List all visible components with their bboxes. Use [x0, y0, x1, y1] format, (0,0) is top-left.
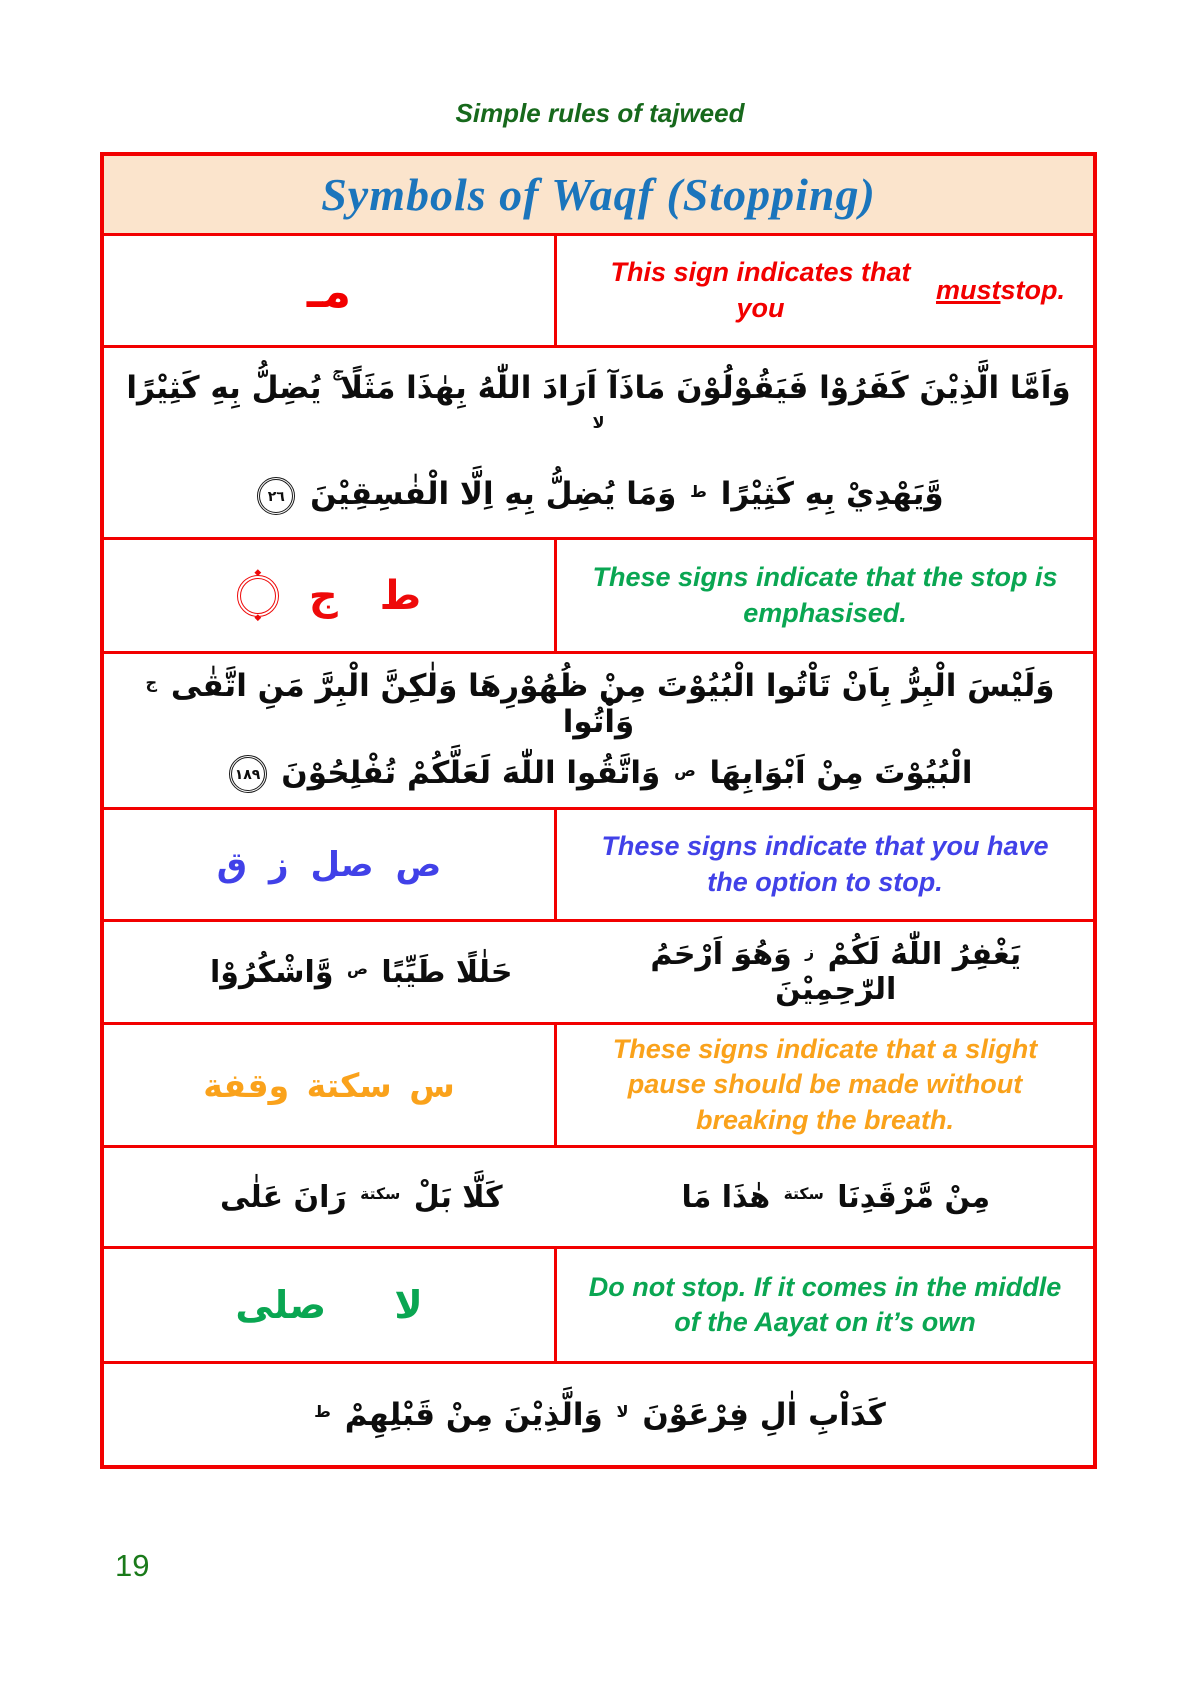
verse-row-2	[104, 654, 1093, 810]
verse-phrase-right: مِنْ مَّرْقَدِنَا $^{سكتة}$ هٰذَا مَا	[681, 1179, 991, 1215]
page-title: Simple rules of tajweed	[455, 98, 745, 128]
table-header-title: Symbols of Waqf (Stopping)	[321, 169, 876, 220]
verse-line: الْبُيُوْتَ مِنْ اَبْوَابِهَا $^ص$ وَاتَّقُوا اللّٰهَ لَعَلَّكُمْ تُفْلِحُوْنَ ١٨٩	[124, 755, 1073, 794]
rule-row-do-not-stop	[104, 1249, 1093, 1364]
rule-row-stop-emphasised	[104, 540, 1093, 654]
table-header	[104, 156, 1093, 236]
rule-description-stop-emphasised: These signs indicate that the stop is emphasised.	[592, 562, 1058, 628]
verse-phrase-left: كَلَّا بَلْ $^{سكتة}$ رَانَ عَلٰى	[219, 1179, 503, 1215]
ayah-ornament-icon	[237, 575, 279, 617]
verse-line: كَدَاْبِ اٰلِ فِرْعَوْنَ $^{لا}$ وَالَّذِيْنَ مِنْ قَبْلِهِمْ $^ط$	[314, 1396, 886, 1433]
rule-description-do-not-stop: Do not stop. If it comes in the middle of the Aayat on it’s own	[588, 1271, 1062, 1337]
waqf-symbols-do-not-stop: لا صلى	[104, 1249, 557, 1361]
verse-line: وَاَمَّا الَّذِيْنَ كَفَرُوْا فَيَقُوْلُوْنَ مَاذَآ اَرَادَ اللّٰهُ بِهٰذَا مَثَلًا ۚ يُضِلُّ بِهِ كَثِيْرًا $^{لا}$	[126, 370, 1071, 433]
rule-description-optional-stop: These signs indicate that you have the option to stop.	[601, 831, 1049, 897]
verse-line: وَلَيْسَ الْبِرُّ بِاَنْ تَاْتُوا الْبُيُوْتَ مِنْ ظُهُوْرِهَا وَلٰكِنَّ الْبِرَّ مَنِ اتَّقٰى $^ج$ وَاْتُوا	[145, 667, 1055, 740]
waqf-symbol-ta-jeem: ط ج	[308, 572, 422, 619]
rule-row-slight-pause	[104, 1025, 1093, 1148]
waqf-symbols-optional: ص صل ز ق	[104, 810, 557, 919]
page-number: 19	[115, 1548, 150, 1583]
verse-row-1	[104, 348, 1093, 540]
verse-row-3	[104, 922, 1093, 1025]
rule-row-must-stop	[104, 236, 1093, 348]
rule-row-optional-stop	[104, 810, 1093, 922]
waqf-symbols-slight-pause: س سكتة وقفة	[104, 1025, 557, 1145]
verse-row-5	[104, 1364, 1093, 1465]
rule-description-slight-pause: These signs indicate that a slight pause should be made without breaking the breath.	[612, 1034, 1038, 1135]
verse-line: وَّيَهْدِيْ بِهِ كَثِيْرًا $^ط$ وَمَا يُضِلُّ بِهِ اِلَّا الْفٰسِقِيْنَ ٢٦	[124, 476, 1073, 515]
verse-phrase-right: يَغْفِرُ اللّٰهُ لَكُمْ $^ز$ وَهُوَ اَرْحَمُ الرّٰحِمِيْنَ	[650, 937, 1022, 1007]
waqf-symbols-emphasised	[104, 540, 557, 651]
waqf-symbol-meem: مـ	[104, 236, 557, 345]
rule-description-must-stop: This sign indicates that you must stop.	[610, 257, 1065, 323]
waqf-table	[100, 152, 1097, 1469]
verse-row-4	[104, 1148, 1093, 1249]
verse-phrase-left: حَلٰلًا طَيِّبًا $^ص$ وَّاشْكُرُوْا	[210, 954, 513, 990]
